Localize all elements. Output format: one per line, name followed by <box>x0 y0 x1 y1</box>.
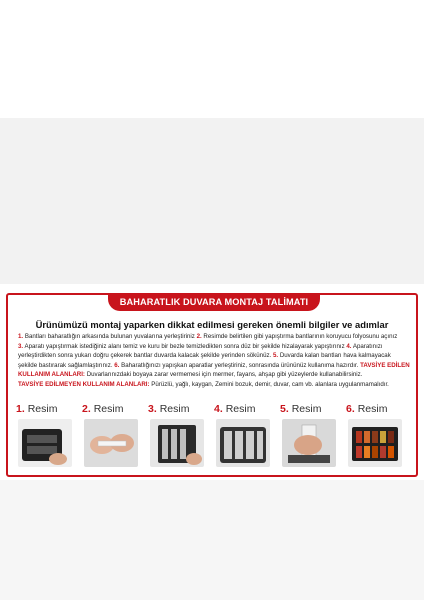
step-3-photo <box>150 419 204 467</box>
step-6-number: 6. <box>114 361 120 369</box>
step-1-photo-word: Resim <box>27 403 58 415</box>
step-5-photo <box>282 419 336 467</box>
step-photos <box>16 403 412 473</box>
step-6-photo-number: 6. <box>346 403 355 415</box>
instruction-subtitle: Ürünümüzü montaj yaparken dikkat edilmesi gereken önemli bilgiler ve adımlar <box>35 319 389 330</box>
step-3-photo-word: Resim <box>159 403 190 415</box>
step-5-text: Duvarda kalan bantları hava kalmayacak şekilde bastırarak sağlamlaştırınız. <box>18 352 391 369</box>
step-2-photo-word: Resim <box>93 403 124 415</box>
step-5 <box>280 403 338 473</box>
step-6 <box>346 403 404 473</box>
step-3-number: 3. <box>18 342 24 350</box>
step-1-photo-number: 1. <box>16 403 25 415</box>
step-5-number: 5. <box>272 352 279 360</box>
step-1-text: Bantları baharatlığın arkasında bulunan yuvalarına yerleştiriniz <box>24 333 195 340</box>
instruction-card <box>6 293 418 477</box>
step-5-photo-word: Resim <box>291 403 322 415</box>
not-recommended-label: TAVSİYE EDİLMEYEN KULLANIM ALANLARI: <box>18 380 150 388</box>
step-2 <box>82 403 140 473</box>
instruction-text <box>18 332 410 390</box>
instruction-title: BAHARATLIK DUVARA MONTAJ TALİMATI <box>108 294 320 311</box>
step-6-text: Baharatlığınızı yapışkan aparatlar yerleştiriniz, sonrasında ürününüz kullanıma hazırdır. <box>121 361 359 369</box>
step-1-number: 1. <box>18 333 24 340</box>
not-recommended-text: Pürüzlü, yağlı, kaygan, Zemini bozuk, demir, duvar, cam vb. alanlara uygulanmamalıdır. <box>151 380 389 388</box>
step-3-text: Aparatı yapıştırmak istediğiniz alanı temiz ve kuru bir bezle temizledikten sonra düz bir şekilde hizalayarak yapıştırınız <box>24 342 345 350</box>
step-1 <box>16 403 74 473</box>
step-3 <box>148 403 206 473</box>
step-4-number: 4. <box>346 342 352 350</box>
recommended-text: Duvarlarınızdaki boyaya zarar vermemesi için mermer, fayans, ahşap gibi yüzeylerde kullanabilirsiniz. <box>86 371 363 379</box>
step-1-photo <box>18 419 72 467</box>
background-band-top <box>0 118 424 284</box>
step-2-number: 2. <box>196 333 202 340</box>
step-5-photo-number: 5. <box>280 403 289 415</box>
step-2-photo <box>84 419 138 467</box>
step-4-photo <box>216 419 270 467</box>
step-2-photo-number: 2. <box>82 403 91 415</box>
step-6-photo-word: Resim <box>357 403 388 415</box>
step-4-text: Aparatınızı yerleştirdikten sonra yukarı doğru çekerek bantlar duvarda kalacak şekilde yerinden sökünüz. <box>18 342 383 360</box>
step-6-photo <box>348 419 402 467</box>
step-3-photo-number: 3. <box>148 403 157 415</box>
step-2-text: Resimde belirtilen gibi yapıştırma bantlarının koruyucu folyosunu açınız <box>203 333 398 340</box>
background-band-bottom <box>0 480 424 600</box>
step-4 <box>214 403 272 473</box>
step-4-photo-number: 4. <box>214 403 223 415</box>
step-4-photo-word: Resim <box>225 403 256 415</box>
recommended-label: TAVSİYE EDİLEN KULLANIM ALANLARI: <box>18 361 410 379</box>
